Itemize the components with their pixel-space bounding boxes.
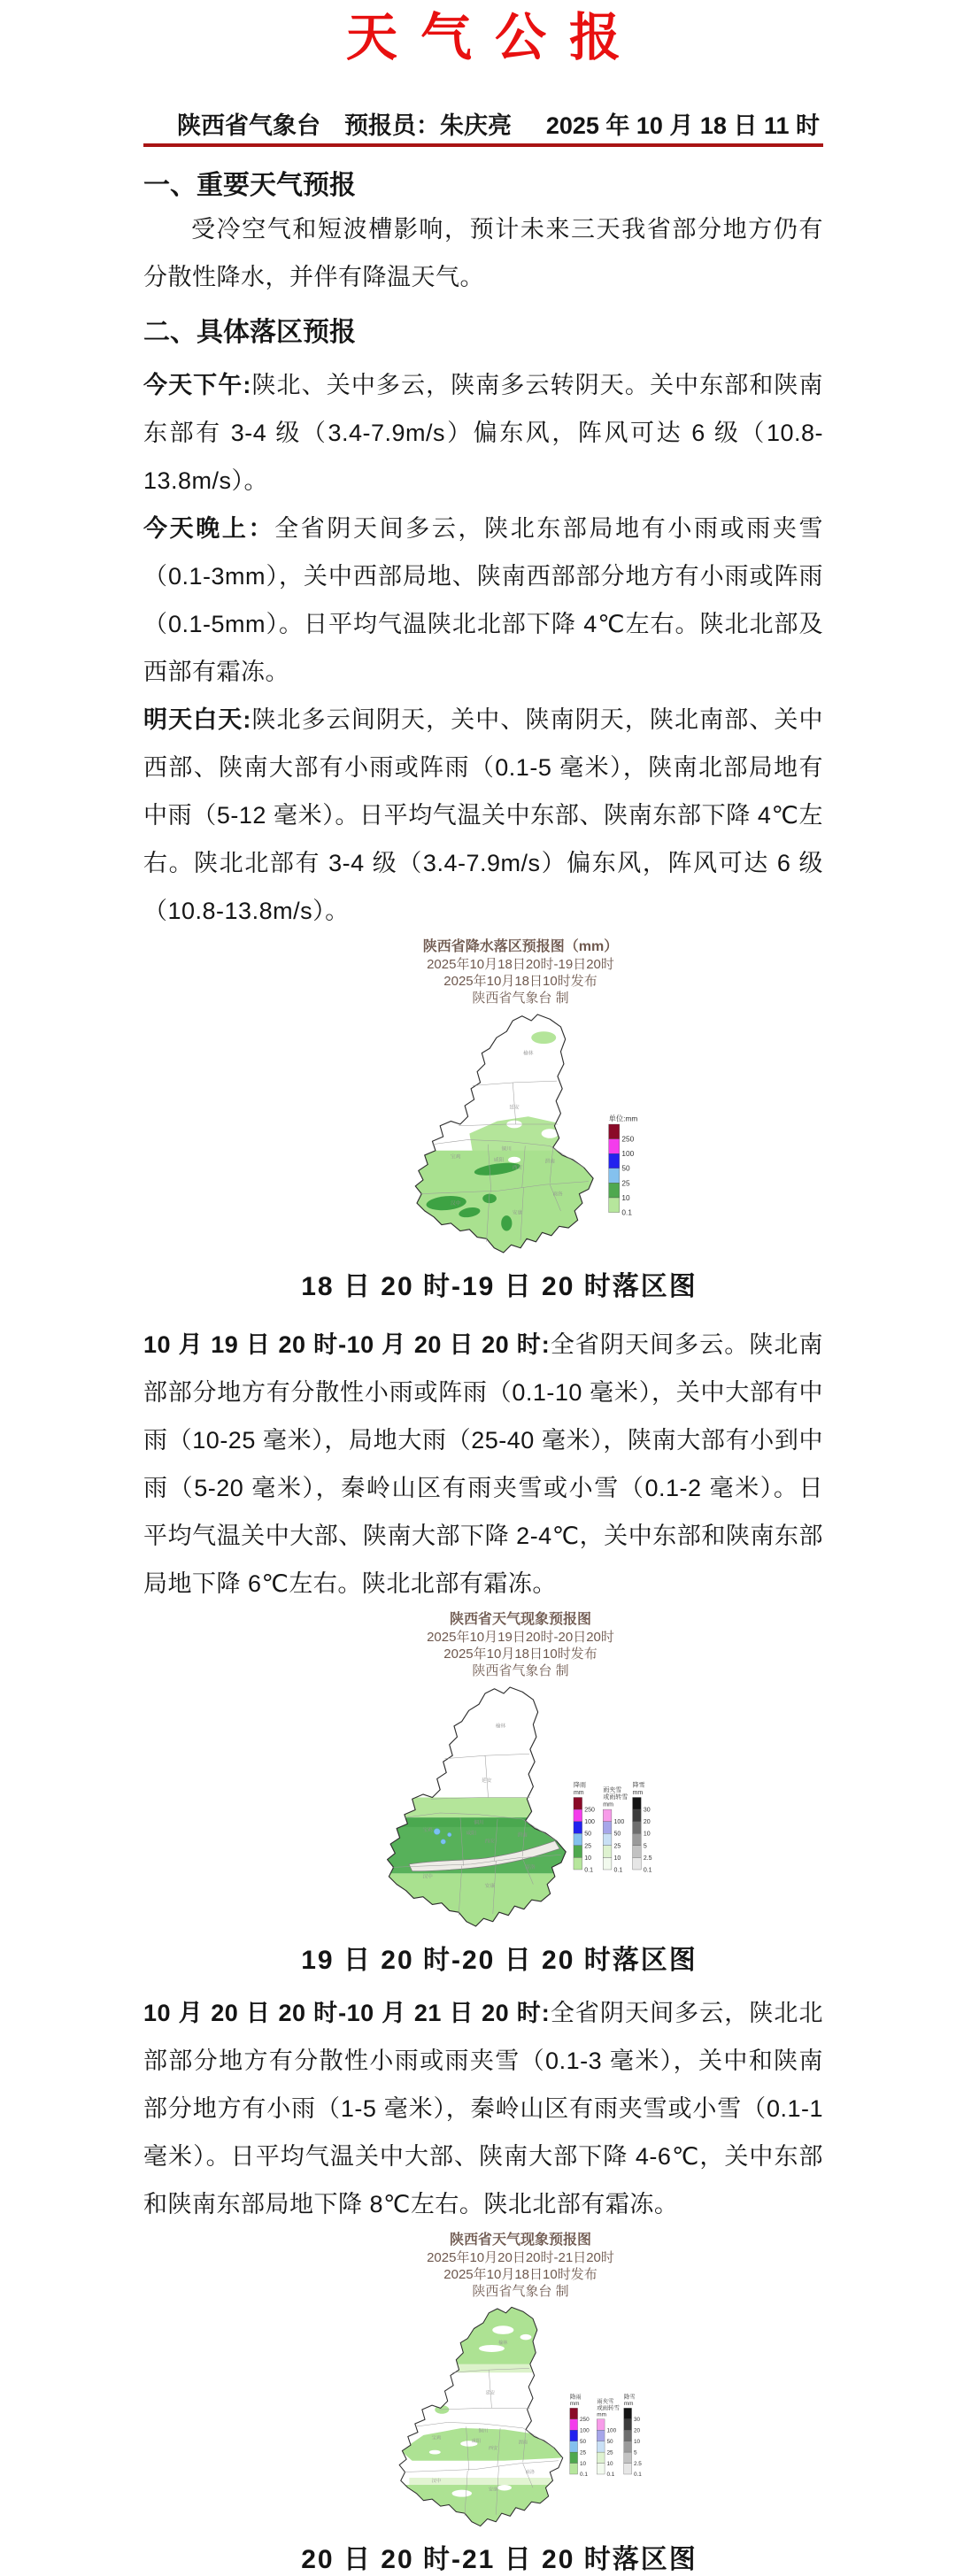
legend-title: 或雨转雪	[603, 1794, 628, 1801]
snow-legend	[633, 1781, 652, 1874]
legend-title: mm	[623, 2401, 634, 2408]
map-title-block	[181, 938, 860, 1006]
legend-label: 10	[606, 2460, 613, 2467]
legend-swatch	[624, 2464, 632, 2474]
legend-label: 30	[633, 2417, 641, 2424]
legend-label: 50	[584, 1831, 592, 1838]
shaanxi-weather-map-2	[370, 1681, 689, 1932]
legend-swatch	[603, 1809, 612, 1822]
city-label: 铜川	[501, 1146, 512, 1153]
shaanxi-weather-map-3	[383, 2302, 675, 2532]
city-label: 汉中	[431, 2478, 442, 2484]
legend-label: 100	[606, 2427, 617, 2434]
forecast-19th	[143, 1321, 823, 1608]
map-title-line: 2025年10月20日20时-21日20时	[427, 2250, 614, 2265]
red-divider	[143, 143, 823, 147]
legend-label: 250	[621, 1134, 634, 1144]
legend-label: 2.5	[643, 1855, 652, 1862]
legend-label: 25	[621, 1178, 630, 1188]
city-label: 榆林	[495, 1724, 506, 1730]
forecast-text: 陕北多云间阴天，关中、陕南阴天，陕北南部、关中西部、陕南大部有小雨或阵雨（0.1-5 毫米），陕南北部局地有中雨（5-12 毫米）。日平均气温关中东部、陕南东部下降 4℃左右。陕北北部有 3-4 级（3.4-7.9m/s）偏东风，阵风可达 6 级（10.8-13.8m/s）。	[143, 706, 824, 924]
city-label: 咸阳	[493, 1157, 504, 1163]
legend-label: 25	[584, 1843, 592, 1850]
map-title-line: 2025年10月18日10时发布	[443, 2267, 598, 2282]
legend-label: 100	[584, 1819, 595, 1826]
city-label: 铜川	[478, 2428, 489, 2434]
forecast-tomorrow-day	[143, 696, 823, 935]
legend-swatch	[608, 1153, 619, 1168]
legend-label: 25	[613, 1843, 621, 1850]
city-label: 商洛	[525, 2470, 536, 2476]
map-title-line: 2025年10月18日10时发布	[443, 1647, 598, 1662]
legend-swatch	[574, 1833, 582, 1846]
map-figure-3	[143, 2232, 823, 2576]
map-title-line: 2025年10月18日10时发布	[443, 974, 598, 989]
page-title: 天气公报	[345, 9, 644, 66]
city-label: 安康	[512, 1210, 522, 1216]
legend-label: 0.1	[613, 1867, 623, 1874]
forecast-20th	[143, 1989, 823, 2228]
city-label: 咸阳	[466, 1831, 476, 1837]
legend-title: mm	[632, 1789, 644, 1796]
city-label: 汉中	[422, 1874, 433, 1880]
legend-label: 10	[621, 1192, 630, 1202]
city-label: 西安	[488, 2445, 498, 2451]
legend-swatch	[633, 1809, 642, 1822]
legend-swatch	[608, 1183, 619, 1198]
legend-swatch	[633, 1797, 642, 1809]
legend-label: 5	[643, 1843, 647, 1850]
city-label: 商洛	[525, 1865, 536, 1871]
legend-label: 5	[633, 2449, 637, 2456]
forecast-today-afternoon	[143, 361, 823, 505]
city-label: 咸阳	[471, 2438, 482, 2444]
legend-swatch	[633, 1857, 642, 1870]
legend-label: 0.1	[621, 1207, 632, 1217]
precip-patches	[384, 1797, 570, 1932]
city-label: 铜川	[474, 1820, 484, 1826]
map-title-line: 陕西省降水落区预报图（mm）	[422, 939, 619, 954]
section-heading-areas: 二、具体落区预报	[143, 318, 356, 347]
legend-swatch	[570, 2408, 578, 2418]
legend-label: 30	[643, 1807, 651, 1814]
legend-swatch	[570, 2441, 578, 2452]
legend-swatch	[570, 2419, 578, 2430]
legend-swatch	[570, 2430, 578, 2441]
legend-label: 0.1	[584, 1867, 593, 1874]
legend-swatch	[597, 2419, 605, 2430]
legend-title: 雨夹雪	[597, 2398, 614, 2405]
city-label: 榆林	[522, 1051, 533, 1057]
legend-label: 10	[633, 2438, 641, 2445]
map-caption-2: 19 日 20 时-20 日 20 时落区图	[301, 1946, 698, 1975]
legend-title: mm	[573, 1789, 584, 1796]
map-title-line: 2025年10月19日20时-20日20时	[427, 1630, 614, 1645]
intro-paragraph: 受冷空气和短波槽影响，预计未来三天我省部分地方仍有分散性降水，并伴有降温天气。	[143, 216, 823, 290]
city-label: 渭南	[517, 1832, 528, 1839]
legend-label: 0.1	[643, 1867, 652, 1874]
legend-label: 25	[579, 2449, 587, 2456]
section-heading-important: 一、重要天气预报	[143, 171, 356, 200]
snow-legend	[624, 2393, 643, 2479]
legend-swatch	[608, 1139, 619, 1154]
sleet-legend	[597, 2396, 620, 2478]
city-label: 延安	[482, 1778, 492, 1784]
rain-legend	[570, 2393, 590, 2479]
legend-title: mm	[603, 1801, 613, 1809]
rain-legend	[608, 1114, 637, 1217]
legend-swatch	[570, 2464, 578, 2474]
legend-swatch	[608, 1198, 619, 1213]
legend-swatch	[608, 1124, 619, 1139]
legend-swatch	[624, 2441, 632, 2452]
city-label: 汉中	[450, 1200, 460, 1207]
legend-swatch	[633, 1846, 642, 1858]
legend-title: 单位:mm	[608, 1114, 637, 1123]
city-label: 延安	[485, 2390, 496, 2396]
legend-swatch	[597, 2464, 605, 2474]
legend-swatch	[624, 2430, 632, 2441]
legend-swatch	[603, 1833, 612, 1846]
legend-label: 20	[633, 2427, 641, 2434]
legend-label: 100	[613, 1819, 625, 1826]
header-row	[143, 112, 823, 140]
legend-swatch	[603, 1822, 612, 1834]
city-label: 安康	[488, 2487, 498, 2493]
map-figure-1	[143, 938, 823, 1303]
map-title-line: 陕西省天气现象预报图	[449, 1612, 591, 1627]
legend-swatch	[624, 2419, 632, 2430]
issue-datetime: 2025 年 10 月 18 日 11 时	[545, 112, 820, 139]
city-label: 宝鸡	[450, 1154, 460, 1161]
forecast-text: 全省阴天间多云，陕北东部局地有小雨或雨夹雪（0.1-3mm），关中西部局地、陕南西部部分地方有小雨或阵雨（0.1-5mm）。日平均气温陕北北部下降 4℃左右。陕北北部及西部有霜冻。	[143, 515, 824, 685]
legend-swatch	[603, 1846, 612, 1858]
legend-title: 或雨转雪	[597, 2404, 620, 2411]
legend-swatch	[574, 1822, 582, 1834]
legend-label: 50	[621, 1163, 630, 1173]
legend-label: 50	[613, 1831, 621, 1838]
map-title-line: 陕西省气象台 制	[472, 1663, 569, 1678]
legend-swatch	[597, 2441, 605, 2452]
city-label: 榆林	[498, 2341, 508, 2347]
legend-title: mm	[597, 2411, 606, 2418]
map-title-line: 陕西省天气现象预报图	[449, 2233, 591, 2248]
forecast-lead: 10 月 19 日 20 时-10 月 20 日 20 时:	[143, 1331, 551, 1358]
legend-label: 250	[584, 1807, 595, 1814]
city-label: 宝鸡	[422, 1828, 433, 1834]
legend-label: 0.1	[606, 2472, 615, 2479]
legend-swatch	[633, 1822, 642, 1834]
legend-swatch	[574, 1857, 582, 1870]
city-label: 渭南	[518, 2440, 528, 2446]
precip-patches	[401, 2307, 568, 2532]
city-label: 商洛	[551, 1192, 563, 1198]
legend-swatch	[574, 1846, 582, 1858]
legend-label: 10	[584, 1855, 592, 1862]
map-title-line: 2025年10月18日20时-19日20时	[427, 957, 614, 972]
legend-label: 50	[579, 2438, 587, 2445]
legend-swatch	[574, 1809, 582, 1822]
city-label: 延安	[508, 1105, 520, 1111]
legend-label: 0.1	[579, 2472, 588, 2479]
map-caption-3: 20 日 20 时-21 日 20 时落区图	[301, 2545, 698, 2574]
map-figure-2	[143, 1611, 823, 1977]
forecast-lead: 今天晚上：	[143, 515, 275, 542]
legend-title: 降雪	[632, 1782, 645, 1789]
legend-swatch	[597, 2452, 605, 2463]
legend-label: 250	[579, 2417, 590, 2424]
legend-label: 10	[643, 1831, 651, 1838]
map-caption-1: 18 日 20 时-19 日 20 时落区图	[301, 1272, 698, 1301]
forecast-lead: 10 月 20 日 20 时-10 月 21 日 20 时:	[143, 2000, 551, 2026]
sleet-legend	[603, 1785, 628, 1874]
legend-label: 50	[606, 2438, 613, 2445]
map-title-block	[181, 1611, 860, 1679]
map-title-block	[181, 2232, 860, 2300]
forecast-text: 全省阴天间多云，陕北北部部分地方有分散性小雨或雨夹雪（0.1-3 毫米），关中和陕南部分地方有小雨（1-5 毫米），秦岭山区有雨夹雪或小雪（0.1-1 毫米）。日平均气温关中大部、陕南大部下降 4-6℃，关中东部和陕南东部局地下降 8℃左右。陕北北部有霜冻。	[143, 2000, 823, 2217]
forecast-text: 陕北、关中多云，陕南多云转阴天。关中东部和陕南东部有 3-4 级（3.4-7.9m/s）偏东风，阵风可达 6 级（10.8-13.8m/s）。	[143, 372, 824, 494]
legend-title: mm	[569, 2401, 580, 2408]
legend-label: 25	[606, 2449, 613, 2456]
legend-label: 100	[579, 2427, 590, 2434]
legend-swatch	[570, 2452, 578, 2463]
city-label: 宝鸡	[431, 2435, 442, 2441]
legend-swatch	[633, 1833, 642, 1846]
map-title-line: 陕西省气象台 制	[472, 2284, 569, 2299]
city-label: 西安	[512, 1165, 522, 1171]
legend-title: 降雨	[569, 2394, 582, 2401]
legend-swatch	[603, 1857, 612, 1870]
forecast-lead: 明天白天:	[143, 706, 251, 733]
forecast-text: 全省阴天间多云。陕北南部部分地方有分散性小雨或阵雨（0.1-10 毫米），关中大部有中雨（10-25 毫米），局地大雨（25-40 毫米），陕南大部有小到中雨（5-20 毫米），秦岭山区有雨夹雪或小雪（0.1-2 毫米）。日平均气温关中大部、陕南大部下降 2-4℃，关中东部和陕南东部局地下降 6℃左右。陕北北部有霜冻。	[143, 1331, 823, 1597]
city-label: 西安	[484, 1839, 495, 1845]
map-title-line: 陕西省气象台 制	[472, 991, 569, 1006]
bulletin-page	[0, 4, 956, 2576]
legend-swatch	[574, 1797, 582, 1809]
legend-label: 10	[613, 1855, 621, 1862]
legend-label: 20	[643, 1819, 651, 1826]
precip-patches	[412, 1031, 598, 1259]
legend-swatch	[608, 1168, 619, 1184]
org-and-forecaster: 陕西省气象台 预报员：朱庆亮	[177, 112, 512, 139]
forecast-tonight	[143, 505, 823, 696]
rain-legend	[574, 1781, 595, 1874]
legend-label: 0.1	[633, 2472, 642, 2479]
legend-swatch	[597, 2430, 605, 2441]
city-label: 渭南	[544, 1159, 555, 1165]
city-label: 安康	[484, 1884, 495, 1890]
legend-label: 10	[579, 2460, 587, 2467]
shaanxi-precip-map-1	[398, 1008, 661, 1259]
legend-label: 100	[621, 1149, 634, 1159]
legend-title: 降雪	[623, 2394, 636, 2401]
legend-title: 雨夹雪	[603, 1786, 622, 1793]
legend-swatch	[624, 2408, 632, 2418]
forecast-lead: 今天下午:	[143, 372, 251, 398]
legend-swatch	[624, 2452, 632, 2463]
legend-label: 2.5	[633, 2460, 642, 2467]
legend-title: 降雨	[573, 1782, 586, 1789]
